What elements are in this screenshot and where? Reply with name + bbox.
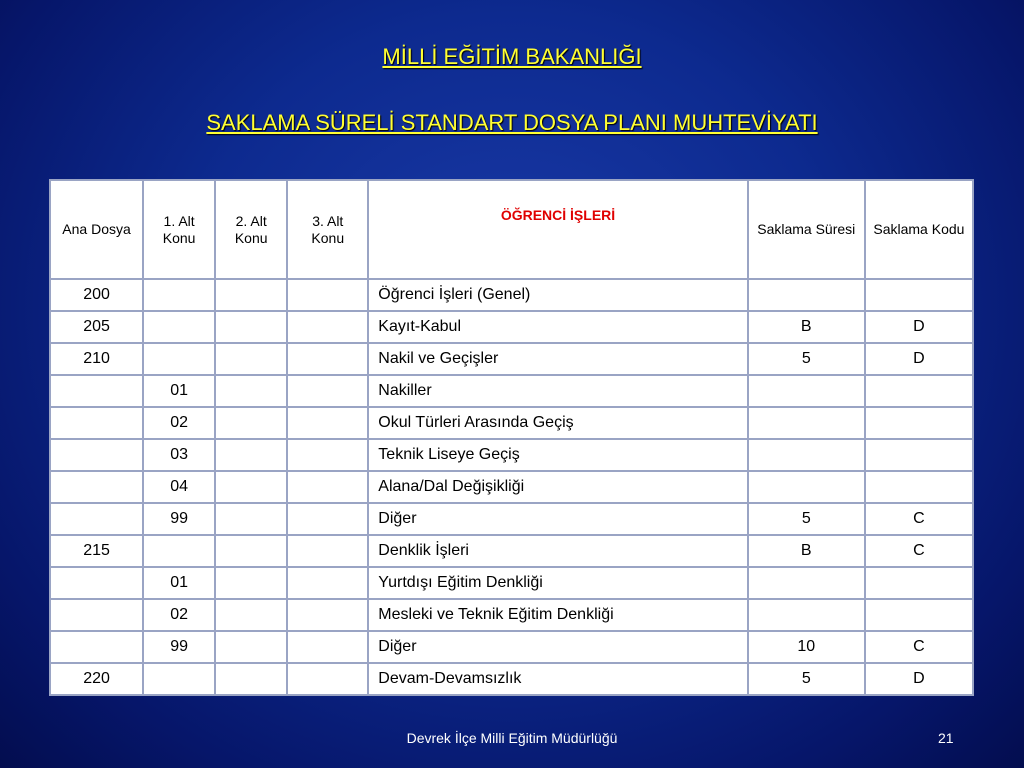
cell-alt2 — [215, 535, 287, 567]
table-row — [50, 567, 973, 599]
cell-desc: Teknik Liseye Geçiş — [368, 439, 747, 471]
cell-ana: 210 — [50, 343, 143, 375]
cell-alt3 — [287, 279, 368, 311]
cell-sure: B — [748, 311, 865, 343]
cell-kod — [865, 471, 973, 503]
cell-alt2 — [215, 631, 287, 663]
cell-desc: Mesleki ve Teknik Eğitim Denkliği — [368, 599, 747, 631]
header-alt-konu-2: 2. Alt Konu — [215, 180, 287, 279]
cell-alt3 — [287, 599, 368, 631]
cell-desc: Kayıt-Kabul — [368, 311, 747, 343]
cell-sure — [748, 439, 865, 471]
table-row — [50, 535, 973, 567]
cell-alt2 — [215, 663, 287, 695]
cell-desc: Yurtdışı Eğitim Denkliği — [368, 567, 747, 599]
cell-sure: B — [748, 535, 865, 567]
header-alt-konu-3: 3. Alt Konu — [287, 180, 368, 279]
cell-sure — [748, 471, 865, 503]
cell-alt1: 01 — [143, 375, 215, 407]
cell-kod — [865, 407, 973, 439]
cell-ana: 205 — [50, 311, 143, 343]
cell-kod: C — [865, 535, 973, 567]
cell-alt2 — [215, 407, 287, 439]
cell-alt1 — [143, 535, 215, 567]
cell-sure: 5 — [748, 503, 865, 535]
cell-kod: C — [865, 631, 973, 663]
table-row — [50, 375, 973, 407]
cell-sure — [748, 279, 865, 311]
cell-alt1 — [143, 343, 215, 375]
cell-desc: Diğer — [368, 503, 747, 535]
cell-alt3 — [287, 663, 368, 695]
cell-desc: Devam-Devamsızlık — [368, 663, 747, 695]
cell-alt2 — [215, 471, 287, 503]
cell-sure — [748, 407, 865, 439]
cell-kod — [865, 279, 973, 311]
header-ana-dosya: Ana Dosya — [50, 180, 143, 279]
cell-alt2 — [215, 375, 287, 407]
cell-sure: 10 — [748, 631, 865, 663]
table-row — [50, 439, 973, 471]
header-konu: ÖĞRENCİ İŞLERİ — [368, 180, 747, 279]
cell-kod: D — [865, 311, 973, 343]
cell-alt2 — [215, 279, 287, 311]
table-row — [50, 343, 973, 375]
cell-alt1: 99 — [143, 631, 215, 663]
cell-alt2 — [215, 343, 287, 375]
cell-ana — [50, 439, 143, 471]
header-saklama-suresi: Saklama Süresi — [748, 180, 865, 279]
cell-alt2 — [215, 439, 287, 471]
cell-ana — [50, 631, 143, 663]
cell-alt1: 02 — [143, 599, 215, 631]
title-line-2: SAKLAMA SÜRELİ STANDART DOSYA PLANI MUHTEVİYATI — [206, 110, 818, 135]
cell-sure — [748, 567, 865, 599]
table-row — [50, 279, 973, 311]
cell-alt1: 04 — [143, 471, 215, 503]
cell-desc: Alana/Dal Değişikliği — [368, 471, 747, 503]
cell-alt3 — [287, 439, 368, 471]
cell-alt3 — [287, 375, 368, 407]
cell-alt1 — [143, 311, 215, 343]
cell-desc: Okul Türleri Arasında Geçiş — [368, 407, 747, 439]
cell-desc: Öğrenci İşleri (Genel) — [368, 279, 747, 311]
cell-alt1 — [143, 279, 215, 311]
cell-kod: D — [865, 663, 973, 695]
cell-kod: C — [865, 503, 973, 535]
cell-desc: Denklik İşleri — [368, 535, 747, 567]
cell-desc: Diğer — [368, 631, 747, 663]
cell-kod — [865, 567, 973, 599]
cell-ana — [50, 407, 143, 439]
table-row — [50, 663, 973, 695]
cell-desc: Nakil ve Geçişler — [368, 343, 747, 375]
cell-ana: 200 — [50, 279, 143, 311]
cell-alt3 — [287, 471, 368, 503]
cell-ana — [50, 375, 143, 407]
cell-alt2 — [215, 503, 287, 535]
header-saklama-kodu: Saklama Kodu — [865, 180, 973, 279]
table-row — [50, 407, 973, 439]
cell-ana — [50, 599, 143, 631]
header-alt-konu-1: 1. Alt Konu — [143, 180, 215, 279]
footer-text: Devrek İlçe Milli Eğitim Müdürlüğü — [406, 730, 618, 746]
cell-sure — [748, 599, 865, 631]
table-row — [50, 631, 973, 663]
title-line-1: MİLLİ EĞİTİM BAKANLIĞI — [382, 44, 642, 69]
cell-alt3 — [287, 311, 368, 343]
table-row — [50, 471, 973, 503]
cell-sure: 5 — [748, 663, 865, 695]
cell-alt2 — [215, 567, 287, 599]
table-row — [50, 311, 973, 343]
cell-kod — [865, 375, 973, 407]
cell-alt1 — [143, 663, 215, 695]
cell-sure: 5 — [748, 343, 865, 375]
cell-alt3 — [287, 407, 368, 439]
cell-kod: D — [865, 343, 973, 375]
cell-alt2 — [215, 311, 287, 343]
cell-kod — [865, 599, 973, 631]
cell-alt3 — [287, 567, 368, 599]
cell-ana — [50, 567, 143, 599]
cell-alt3 — [287, 631, 368, 663]
table-row — [50, 503, 973, 535]
cell-alt2 — [215, 599, 287, 631]
cell-kod — [865, 439, 973, 471]
cell-alt3 — [287, 535, 368, 567]
cell-ana: 220 — [50, 663, 143, 695]
table-body — [50, 279, 973, 695]
cell-ana — [50, 503, 143, 535]
cell-ana — [50, 471, 143, 503]
page-number: 21 — [938, 730, 954, 746]
cell-alt1: 99 — [143, 503, 215, 535]
table-header-row — [50, 180, 973, 279]
cell-alt1: 03 — [143, 439, 215, 471]
cell-ana: 215 — [50, 535, 143, 567]
table-row — [50, 599, 973, 631]
cell-sure — [748, 375, 865, 407]
cell-alt1: 01 — [143, 567, 215, 599]
cell-desc: Nakiller — [368, 375, 747, 407]
cell-alt3 — [287, 343, 368, 375]
cell-alt3 — [287, 503, 368, 535]
file-plan-table — [49, 179, 974, 696]
cell-alt1: 02 — [143, 407, 215, 439]
